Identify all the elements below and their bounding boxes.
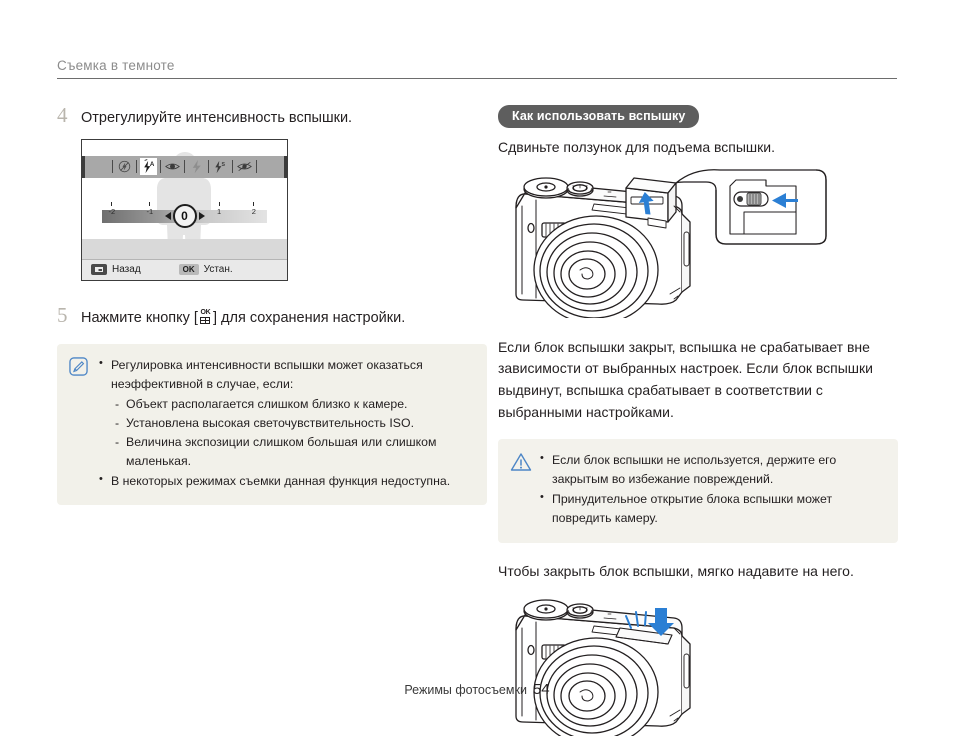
step-5-number: 5: [57, 302, 68, 327]
lcd-back-label[interactable]: Назад: [112, 264, 141, 276]
grid-button-icon[interactable]: [91, 264, 107, 275]
separator: [232, 160, 233, 173]
warning-bullet: • Если блок вспышки не используется, держите его закрытым во избежание повреждений.: [540, 451, 884, 489]
tick-minus2: -2: [101, 202, 123, 216]
tick-plus2: 2: [243, 202, 265, 216]
lcd-screen-illustration: [81, 139, 487, 281]
separator: [184, 160, 185, 173]
note-sub-bullet: - Объект располагается слишком близко к камере.: [113, 395, 473, 414]
note-sub-bullet: - Установлена высокая светочувствительность ISO.: [113, 414, 473, 433]
step-4: [57, 105, 487, 129]
note-bullet: • Регулировка интенсивности вспышки может оказаться неэффективной в случае, если:: [99, 356, 473, 394]
page-footer: [0, 681, 954, 698]
svg-text:A: A: [149, 161, 154, 169]
note-sub-bullet: - Величина экспозиции слишком большая или слишком маленькая.: [113, 433, 473, 471]
fill-flash-icon[interactable]: [188, 158, 205, 175]
page-header: [57, 58, 897, 79]
footer-section-label: Режимы фотосъемки: [404, 683, 527, 697]
lcd-lower-band: [82, 239, 287, 259]
note-box: [57, 344, 487, 505]
separator: [208, 160, 209, 173]
step-4-number: 4: [57, 103, 68, 127]
separator: [112, 160, 113, 173]
slow-sync-icon[interactable]: [212, 158, 229, 175]
svg-text:S: S: [220, 162, 225, 169]
bar-edge-left: [82, 156, 85, 178]
warning-triangle-icon: [510, 451, 540, 529]
note-bullet: • В некоторых режимах съемки данная функция недоступна.: [99, 472, 473, 491]
step-5-text-before: Нажмите кнопку [: [81, 309, 198, 326]
flash-intensity-value[interactable]: 0: [173, 204, 197, 228]
warning-bullet-list: [540, 451, 884, 529]
separator: [136, 160, 137, 173]
step-4-text: Отрегулируйте интенсивность вспышки.: [81, 110, 353, 126]
red-eye-fix-icon[interactable]: [236, 158, 253, 175]
ok-button-glyph-icon: [199, 309, 212, 325]
right-column: [498, 105, 898, 741]
flash-mode-bar[interactable]: [82, 156, 287, 178]
page-number: 54: [532, 681, 550, 698]
ok-glyph-label: OK: [200, 308, 211, 316]
flash-close-caption: Чтобы закрыть блок вспышки, мягко надавите на него.: [498, 562, 854, 579]
step-5-text-after: ] для сохранения настройки.: [212, 309, 406, 326]
bar-edge-right: [284, 156, 287, 178]
section-badge: Как использовать вспышку: [498, 105, 699, 128]
flash-behavior-paragraph: Если блок вспышки закрыт, вспышка не срабатывает вне зависимости от выбранных настроек. Если блок вспышки выдвинут, вспышка срабатывает в соответствии с выбранными настройками.: [498, 338, 873, 420]
flash-off-icon[interactable]: [116, 158, 133, 175]
separator: [256, 160, 257, 173]
warning-box: [498, 439, 898, 542]
ok-badge-icon[interactable]: OK: [179, 264, 199, 275]
step-5-text: [81, 309, 405, 329]
camera-flash-raised-illustration: [498, 166, 898, 323]
warning-bullet: • Принудительное открытие блока вспышки может повредить камеру.: [540, 490, 884, 528]
note-pen-icon: [69, 356, 99, 492]
slider-arrow-right-icon[interactable]: [199, 212, 205, 220]
tick-minus1: -1: [139, 202, 161, 216]
camera-lcd: [81, 139, 288, 281]
camera-flash-closing-illustration: [498, 588, 898, 741]
red-eye-icon[interactable]: [164, 158, 181, 175]
lcd-button-bar: [82, 259, 287, 280]
chapter-title: Съемка в темноте: [57, 58, 175, 73]
step-5: [57, 302, 487, 329]
flash-auto-icon[interactable]: [140, 158, 157, 175]
lcd-set-label[interactable]: Устан.: [203, 264, 233, 276]
separator: [160, 160, 161, 173]
slider-arrow-left-icon[interactable]: [165, 212, 171, 220]
note-sub-list: [99, 395, 473, 471]
flash-raise-caption: Сдвиньте ползунок для подъема вспышки.: [498, 139, 775, 155]
note-bullet-list: [99, 356, 473, 492]
tick-plus1: 1: [208, 202, 230, 216]
left-column: [57, 105, 487, 505]
header-divider: [57, 78, 897, 79]
